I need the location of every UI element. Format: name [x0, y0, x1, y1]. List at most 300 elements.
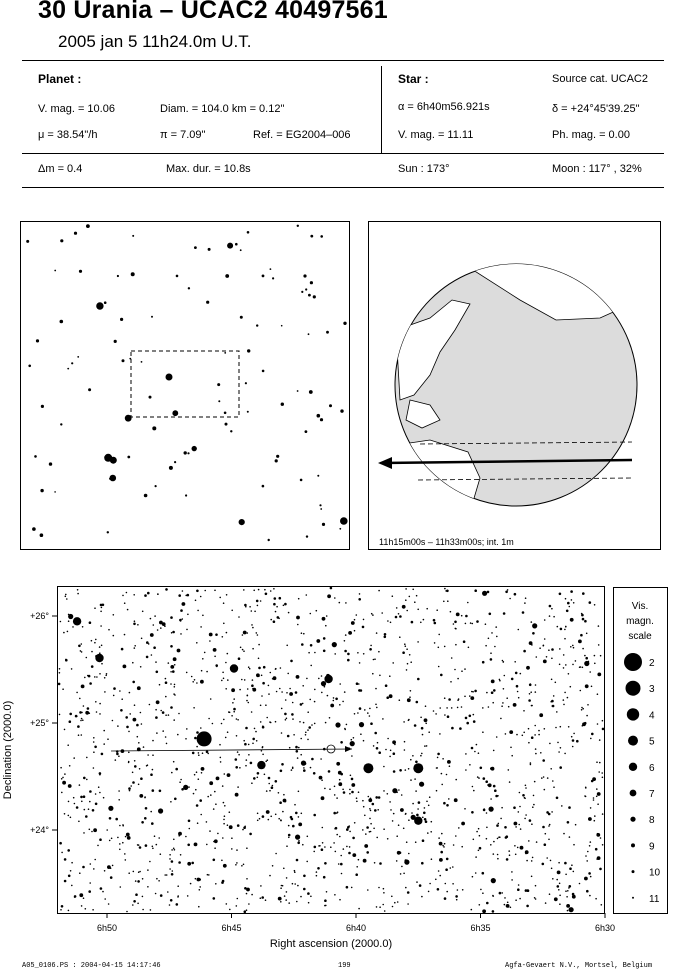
chart-star — [465, 615, 468, 618]
chart-star — [248, 903, 250, 905]
subtitle-text: 2005 jan 5 11h24.0m U.T. — [58, 32, 252, 51]
chart-star — [377, 742, 379, 744]
chart-star — [239, 767, 241, 769]
chart-star — [535, 684, 537, 686]
chart-star — [482, 731, 484, 733]
chart-star — [421, 727, 424, 730]
chart-star — [140, 777, 143, 780]
chart-star — [185, 738, 187, 740]
chart-star — [486, 827, 488, 829]
chart-star — [156, 671, 159, 674]
chart-star — [551, 679, 553, 681]
chart-star — [492, 895, 494, 897]
chart-star — [139, 794, 143, 798]
chart-star — [540, 752, 542, 754]
chart-star — [578, 640, 582, 644]
chart-star — [229, 712, 231, 714]
chart-star — [107, 738, 109, 740]
chart-star — [102, 604, 105, 607]
chart-star — [565, 626, 567, 628]
chart-star — [586, 715, 588, 717]
chart-star — [119, 825, 121, 827]
chart-star — [584, 620, 587, 623]
scale-label: 2 — [649, 658, 655, 669]
chart-star — [522, 794, 525, 797]
finder-star — [88, 388, 91, 391]
chart-star — [549, 824, 551, 826]
chart-star — [200, 680, 204, 684]
chart-star — [147, 592, 150, 595]
chart-star — [69, 765, 71, 767]
chart-star — [529, 693, 531, 695]
chart-star — [180, 779, 182, 781]
finder-star — [310, 235, 313, 238]
chart-star — [229, 811, 231, 813]
globe-australia — [396, 440, 480, 510]
chart-star — [340, 741, 343, 744]
chart-star — [293, 734, 295, 736]
chart-star — [169, 854, 171, 856]
scale-label: 6 — [649, 762, 655, 774]
chart-star — [584, 722, 587, 725]
chart-star — [244, 826, 246, 828]
chart-star — [560, 726, 562, 728]
chart-star — [367, 889, 369, 891]
chart-star — [549, 605, 552, 608]
chart-star — [334, 794, 336, 796]
star-header: Star : — [398, 72, 429, 86]
chart-star — [358, 859, 360, 861]
chart-star — [572, 895, 576, 899]
chart-star — [556, 879, 558, 881]
chart-star — [573, 647, 575, 649]
chart-star — [198, 754, 200, 756]
chart-star — [515, 854, 517, 856]
chart-star — [325, 722, 327, 724]
finder-star — [117, 275, 119, 277]
chart-star — [214, 847, 216, 849]
chart-star — [151, 654, 153, 656]
finder-star — [240, 316, 243, 319]
chart-star — [258, 589, 260, 591]
chart-star — [186, 728, 188, 730]
finder-star — [262, 485, 265, 488]
chart-star — [393, 813, 395, 815]
chart-star — [314, 701, 316, 703]
chart-star — [257, 813, 259, 815]
chart-star — [275, 853, 277, 855]
chart-star — [369, 831, 371, 833]
finder-star — [281, 403, 284, 406]
chart-star — [572, 664, 574, 666]
chart-star — [497, 795, 499, 797]
chart-star — [207, 753, 209, 755]
chart-star — [251, 894, 253, 896]
chart-star — [341, 873, 343, 875]
finder-star — [319, 504, 321, 506]
chart-star — [258, 658, 260, 660]
chart-star — [95, 803, 98, 806]
chart-star — [173, 848, 175, 850]
chart-star — [252, 743, 254, 745]
chart-star — [159, 790, 162, 793]
chart-star — [188, 786, 190, 788]
finder-star — [268, 539, 270, 541]
chart-star — [404, 741, 406, 743]
chart-star — [94, 746, 97, 749]
chart-star — [189, 828, 191, 830]
globe-ocean — [395, 264, 637, 506]
chart-star — [176, 903, 179, 906]
chart-star — [166, 874, 168, 876]
chart-star — [399, 851, 402, 854]
chart-star — [74, 803, 76, 805]
chart-star — [464, 696, 466, 698]
planet-vmag: V. mag. = 10.06 — [38, 103, 115, 115]
chart-star — [510, 907, 512, 909]
chart-star — [265, 899, 267, 901]
chart-star — [180, 620, 182, 622]
chart-star — [493, 750, 495, 752]
chart-star — [276, 691, 278, 693]
chart-star — [252, 679, 254, 681]
finder-star — [141, 361, 143, 363]
chart-star — [310, 644, 313, 647]
chart-star — [261, 750, 263, 752]
chart-star — [457, 699, 459, 701]
chart-star — [387, 738, 389, 740]
chart-star — [262, 725, 264, 727]
chart-star — [518, 884, 520, 886]
chart-star — [137, 844, 139, 846]
chart-star — [321, 796, 325, 800]
chart-star — [165, 678, 167, 680]
chart-star — [523, 732, 525, 734]
chart-star — [244, 910, 247, 913]
chart-star — [448, 798, 450, 800]
chart-star — [165, 681, 168, 684]
chart-star — [359, 593, 361, 595]
chart-star — [363, 653, 365, 655]
chart-star — [278, 792, 280, 794]
chart-star — [265, 761, 267, 763]
chart-star — [223, 823, 225, 825]
chart-star — [280, 887, 282, 889]
chart-star — [526, 666, 530, 670]
chart-star — [572, 645, 574, 647]
chart-star — [276, 606, 278, 608]
chart-star — [453, 844, 455, 846]
chart-star — [336, 797, 338, 799]
chart-star — [581, 613, 583, 615]
chart-star — [138, 844, 140, 846]
chart-star — [433, 710, 435, 712]
scale-label: 4 — [649, 710, 655, 722]
finder-star — [310, 282, 312, 284]
chart-star — [147, 869, 149, 871]
chart-star — [531, 621, 533, 623]
finder-frame — [21, 222, 350, 550]
chart-star — [152, 848, 154, 850]
chart-star — [589, 845, 591, 847]
chart-star — [404, 749, 406, 751]
chart-star — [213, 841, 215, 843]
chart-star — [196, 771, 198, 773]
chart-star — [501, 807, 503, 809]
planet-mu: μ = 38.54"/h — [38, 129, 98, 141]
chart-star — [165, 696, 167, 698]
chart-star — [162, 622, 166, 626]
chart-star — [268, 819, 270, 821]
chart-star — [147, 764, 149, 766]
chart-star — [510, 747, 512, 749]
chart-star — [288, 902, 290, 904]
chart-star — [529, 641, 533, 645]
chart-star — [365, 833, 367, 835]
chart-star — [288, 837, 290, 839]
chart-star — [257, 634, 259, 636]
chart-star — [445, 590, 447, 592]
finder-star — [276, 455, 279, 458]
chart-star — [152, 769, 154, 771]
chart-star — [406, 862, 408, 864]
chart-star — [354, 822, 356, 824]
globe-asia — [396, 300, 470, 400]
chart-star — [285, 801, 287, 803]
chart-star — [261, 896, 264, 899]
chart-star — [518, 697, 520, 699]
chart-star — [307, 739, 309, 741]
chart-star — [244, 887, 247, 890]
chart-star — [172, 631, 175, 634]
chart-star — [522, 611, 525, 614]
chart-star — [228, 711, 230, 713]
chart-star — [65, 659, 68, 662]
finder-star — [122, 359, 125, 362]
chart-star — [268, 783, 270, 785]
chart-star — [281, 708, 283, 710]
chart-star — [280, 667, 282, 669]
chart-star — [528, 728, 530, 730]
info-mid-rule — [22, 153, 664, 154]
chart-star — [596, 788, 598, 790]
chart-star — [417, 678, 420, 681]
chart-star — [66, 598, 68, 600]
finder-star — [297, 225, 299, 227]
chart-star — [571, 599, 573, 601]
chart-star — [150, 811, 152, 813]
chart-star — [64, 880, 67, 883]
chart-star — [491, 691, 494, 694]
y-tick-label: +24° — [30, 825, 49, 835]
chart-star — [79, 784, 81, 786]
chart-star — [534, 725, 536, 727]
chart-star — [509, 781, 511, 783]
chart-star — [323, 876, 326, 879]
chart-star — [567, 910, 569, 912]
chart-star — [338, 863, 340, 865]
finder-star — [172, 410, 178, 416]
chart-star — [533, 804, 535, 806]
chart-star — [287, 735, 290, 738]
chart-star — [252, 688, 256, 692]
chart-star — [445, 883, 447, 885]
chart-star — [437, 888, 440, 891]
chart-star — [525, 814, 527, 816]
chart-star — [416, 595, 418, 597]
chart-star — [135, 893, 138, 896]
chart-star — [598, 771, 600, 773]
chart-star — [531, 823, 533, 825]
chart-star — [421, 753, 423, 755]
chart-star — [64, 858, 67, 861]
chart-star — [292, 883, 294, 885]
chart-star — [408, 819, 410, 821]
finder-star — [40, 533, 44, 537]
chart-star — [138, 742, 140, 744]
chart-star — [395, 616, 398, 619]
chart-star — [558, 751, 560, 753]
chart-star — [319, 776, 323, 780]
chart-star — [248, 754, 250, 756]
chart-star — [390, 750, 392, 752]
chart-star — [67, 631, 69, 633]
chart-star — [119, 843, 121, 845]
chart-star — [137, 880, 140, 883]
chart-star — [597, 833, 599, 835]
chart-star — [219, 744, 221, 746]
chart-star — [351, 783, 355, 787]
chart-star — [138, 871, 140, 873]
finder-star — [192, 446, 197, 451]
chart-star — [85, 711, 89, 715]
chart-star — [339, 704, 341, 706]
chart-star — [153, 624, 155, 626]
chart-star — [173, 657, 177, 661]
chart-star — [542, 826, 545, 829]
chart-star — [548, 649, 550, 651]
chart-star — [156, 700, 160, 704]
chart-star — [196, 731, 199, 734]
chart-star — [586, 890, 589, 893]
chart-star — [260, 897, 262, 899]
finder-star — [86, 224, 90, 228]
chart-star — [215, 633, 218, 636]
chart-star — [554, 897, 558, 901]
footer-page: 199 — [338, 962, 351, 970]
chart-star — [60, 909, 62, 911]
chart-star — [364, 815, 366, 817]
chart-star — [150, 909, 152, 911]
chart-star — [374, 809, 377, 812]
chart-star — [76, 692, 78, 694]
chart-star — [100, 604, 103, 607]
chart-star — [324, 862, 327, 865]
chart-star — [516, 685, 519, 688]
chart-star — [543, 645, 545, 647]
chart-star — [575, 660, 577, 662]
chart-star — [270, 722, 272, 724]
chart-star — [597, 673, 601, 677]
chart-star — [275, 668, 277, 670]
chart-star — [602, 728, 605, 731]
chart-star — [177, 734, 179, 736]
chart-star — [488, 783, 492, 787]
chart-star — [286, 845, 288, 847]
chart-star — [216, 666, 218, 668]
chart-star — [417, 641, 419, 643]
chart-star — [162, 711, 165, 714]
chart-star — [318, 678, 320, 680]
chart-star — [253, 777, 256, 780]
chart-star — [504, 675, 506, 677]
chart-star — [504, 826, 507, 829]
chart-star — [139, 846, 142, 849]
chart-star — [530, 683, 532, 685]
finder-star — [262, 370, 265, 373]
chart-star — [67, 849, 70, 852]
chart-star — [582, 648, 584, 650]
scale-dot — [627, 708, 639, 720]
chart-star — [535, 691, 537, 693]
chart-star — [520, 846, 524, 850]
chart-star — [81, 905, 83, 907]
chart-star — [406, 648, 408, 650]
chart-star — [208, 718, 210, 720]
chart-star — [525, 850, 529, 854]
chart-star — [375, 688, 377, 690]
chart-star — [358, 689, 361, 692]
chart-star — [333, 842, 335, 844]
chart-star — [113, 614, 115, 616]
chart-star — [154, 615, 156, 617]
chart-star — [324, 686, 326, 688]
chart-star — [237, 786, 239, 788]
chart-star — [296, 616, 300, 620]
chart-star — [356, 801, 358, 803]
chart-star — [81, 651, 83, 653]
chart-star — [82, 626, 84, 628]
chart-star — [486, 692, 488, 694]
chart-star — [339, 779, 341, 781]
chart-star — [345, 602, 347, 604]
chart-star — [221, 860, 223, 862]
chart-star — [496, 736, 498, 738]
chart-star — [281, 763, 284, 766]
chart-star — [493, 853, 495, 855]
chart-star — [291, 769, 293, 771]
chart-star — [389, 756, 391, 758]
chart-star — [89, 621, 92, 624]
chart-star — [122, 595, 124, 597]
chart-star — [419, 884, 422, 887]
chart-star — [110, 876, 113, 879]
chart-star — [587, 851, 589, 853]
chart-star — [476, 831, 478, 833]
chart-star — [452, 883, 454, 885]
chart-star — [538, 730, 540, 732]
info-top-rule — [22, 60, 664, 61]
chart-star — [534, 897, 536, 899]
chart-star — [121, 648, 124, 651]
chart-star — [260, 721, 262, 723]
chart-star — [257, 820, 259, 822]
chart-star — [129, 713, 131, 715]
chart-star — [303, 888, 306, 891]
chart-star — [579, 883, 581, 885]
chart-star — [523, 650, 526, 653]
chart-star — [196, 590, 199, 593]
